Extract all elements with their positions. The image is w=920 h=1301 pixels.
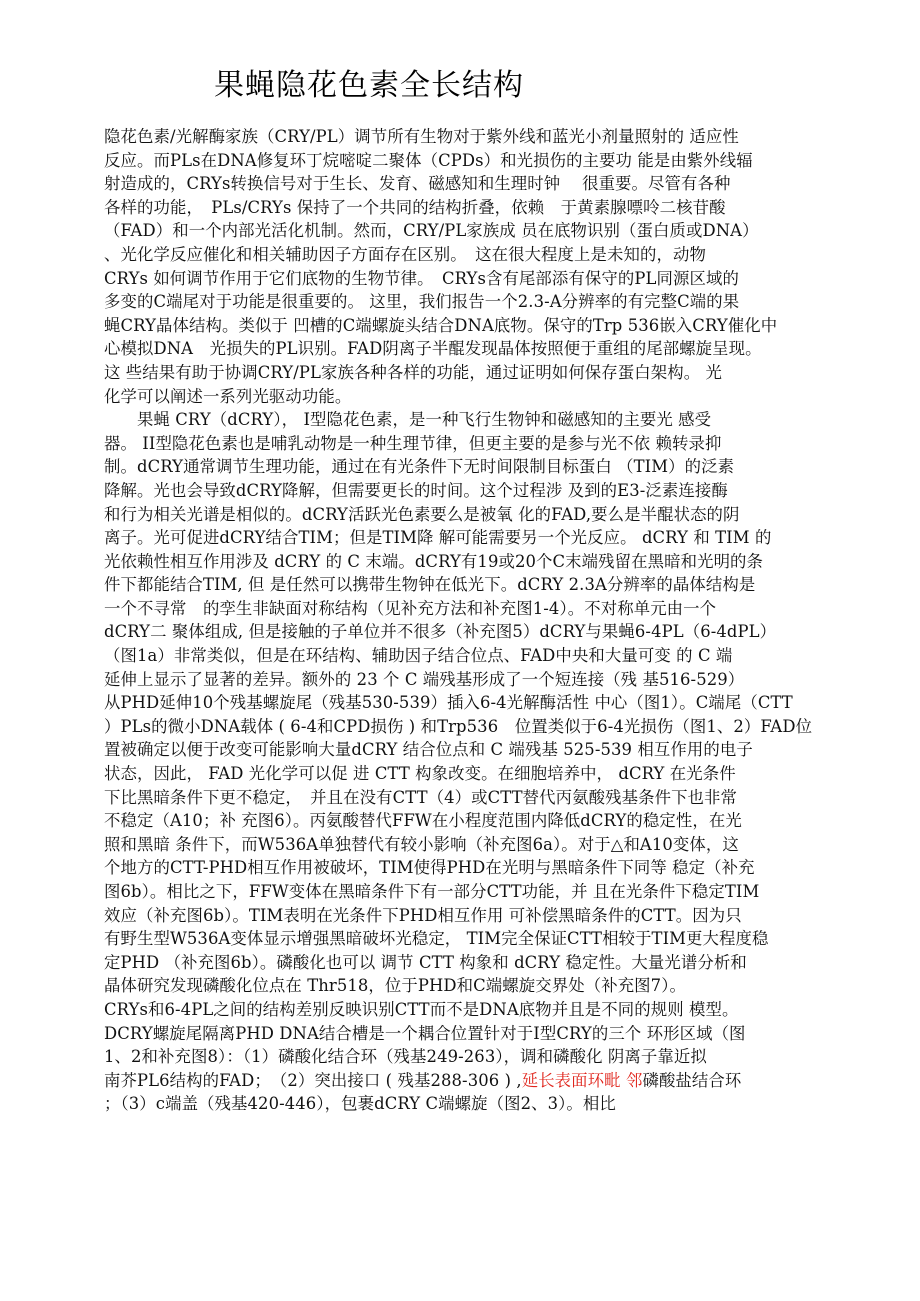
text-line: CRYs和6-4PL之间的结构差别反映识别CTT而不是DNA底物并且是不同的规则 模型。 (104, 999, 739, 1019)
text-line: 制。dCRY通常调节生理功能，通过在有光条件下无时间限制目标蛋白 （TIM）的泛素 (104, 457, 735, 477)
text-line: 化学可以阐述一系列光驱动功能。 (104, 386, 352, 406)
text-line: 有野生型W536A变体显示增强黑暗破坏光稳定， TIM完全保证CTT相较于TIM更大程度稳 (104, 929, 769, 949)
text-line: 1、2和补充图8）：（1）磷酸化结合环（残基249-263），调和磷酸化 阴离子靠近拟 (104, 1047, 707, 1067)
highlighted-text: 延长表面环毗 邻 (521, 1070, 643, 1090)
text-line: 射造成的，CRYs转换信号对于生长、发育、磁感知和生理时钟 很重要。尽管有各种 (104, 174, 731, 194)
text-line: 晶体研究发现磷酸化位点在 Thr518，位于PHD和C端螺旋交界处（补充图7）。 (104, 976, 686, 996)
document-body (104, 125, 844, 1116)
text-line: 多变的C端尾对于功能是很重要的。 这里，我们报告一个2.3-A分辨率的有完整C端的果 (104, 292, 740, 312)
text-line: 件下都能结合TIM, 但 是任然可以携带生物钟在低光下。dCRY 2.3A分辨率的晶体结构是 (104, 575, 756, 595)
text-line: 降解。光也会导致dCRY降解，但需要更长的时间。这个过程涉 及到的E3-泛素连接酶 (104, 480, 728, 500)
text-line: 定PHD （补充图6b）。磷酸化也可以 调节 CTT 构象和 dCRY 稳定性。大量光谱分析和 (104, 952, 747, 972)
text-line: 从PHD延伸10个残基螺旋尾（残基530-539）插入6-4光解酶活性 中心（图1）。C端尾（CTT (104, 693, 793, 713)
text-line: 蝇CRY晶体结构。类似于 凹槽的C端螺旋头结合DNA底物。保守的Trp 536嵌入CRY催化中 (104, 315, 778, 335)
text-line: DCRY螺旋尾隔离PHD DNA结合槽是一个耦合位置针对于I型CRY的三个 环形区域（图 (104, 1023, 746, 1043)
text-line: 和行为相关光谱是相似的。dCRY活跃光色素要么是被氧 化的FAD,要么是半醌状态的阴 (104, 504, 740, 524)
text-line: 状态，因此， FAD 光化学可以促 进 CTT 构象改变。在细胞培养中， dCRY 在光条件 (104, 764, 736, 784)
text-line: 下比黑暗条件下更不稳定， 并且在没有CTT（4）或CTT替代丙氨酸残基条件下也非常 (104, 787, 738, 807)
document-title: 果蝇隐花色素全长结构 (214, 68, 524, 103)
text-line: 离子。光可促进dCRY结合TIM；但是TIM降 解可能需要另一个光反应。 dCRY 和 TIM 的 (104, 528, 772, 548)
text-line: 效应（补充图6b）。TIM表明在光条件下PHD相互作用 可补偿黑暗条件的CTT。因为只 (104, 905, 742, 925)
text-line: ）PLs的微小DNA载体 ( 6-4和CPD损伤 ) 和Trp536 位置类似于6-4光损伤（图1、2）FAD位 (104, 716, 813, 736)
text-line: 图6b）。相比之下，FFW变体在黑暗条件下有一部分CTT功能，并 且在光条件下稳定TIM (104, 882, 760, 901)
text-line: 不稳定（A10；补 充图6）。丙氨酸替代FFW在小程度范围内降低dCRY的稳定性，在光 (104, 811, 742, 831)
text-line: 心模拟DNA 光损失的PL识别。FAD阴离子半醌发现晶体按照便于重组的尾部螺旋呈现。 (104, 339, 762, 359)
text-line: 一个不寻常 的孪生非缺面对称结构（见补充方法和补充图1-4）。不对称单元由一个 (104, 598, 717, 618)
text-line: （FAD）和一个内部光活化机制。然而，CRY/PL家族成 员在底物识别（蛋白质或DNA） (104, 221, 759, 241)
text-line: 个地方的CTT-PHD相互作用被破坏，TIM使得PHD在光明与黑暗条件下同等 稳定（补充 (104, 858, 755, 878)
text-line: 隐花色素/光解酶家族（CRY/PL）调节所有生物对于紫外线和蓝光小剂量照射的 适应性 (104, 127, 739, 146)
text-line: 照和黑暗 条件下，而W536A单独替代有较小影响（补充图6a）。对于△和A10变体，这 (104, 834, 739, 854)
text-line-with-highlight (104, 1069, 844, 1093)
text-segment: 磷酸盐结合环 (642, 1070, 742, 1090)
text-line: 这 些结果有助于协调CRY/PL家族各种各样的功能，通过证明如何保存蛋白架构。 光 (104, 362, 723, 382)
text-segment: 南芥PL6结构的FAD； （2）突出接口 ( 残基288-306 ) , (104, 1070, 522, 1090)
text-line: 置被确定以便于改变可能影响大量dCRY 结合位点和 C 端残基 525-539 相互作用的电子 (104, 740, 753, 760)
text-line: 延伸上显示了显著的差异。额外的 23 个 C 端残基形成了一个短连接（残 基516-529） (104, 669, 745, 689)
text-line-last: ；（3）c端盖（残基420-446），包裹dCRY C端螺旋（图2、3）。相比 (104, 1094, 616, 1114)
text-line: 、光化学反应催化和相关辅助因子方面存在区别。 这在很大程度上是未知的，动物 (104, 244, 706, 264)
text-line: （图1a）非常类似，但是在环结构、辅助因子结合位点、FAD中央和大量可变 的 C 端 (104, 646, 733, 666)
text-line: 光依赖性相互作用涉及 dCRY 的 C 末端。dCRY有19或20个C末端残留在黑暗和光明的条 (104, 551, 764, 571)
text-line: 各样的功能， PLs/CRYs 保持了一个共同的结构折叠，依赖 于黄素腺嘌呤二核苷酸 (104, 197, 726, 217)
text-line: dCRY二 聚体组成, 但是接触的子单位并不很多（补充图5）dCRY与果蝇6-4PL（6-4dPL） (104, 622, 777, 642)
text-line: 反应。而PLs在DNA修复环丁烷嘧啶二聚体（CPDs）和光损伤的主要功 能是由紫外线辐 (104, 150, 753, 170)
text-line: 果蝇 CRY（dCRY）， I型隐花色素，是一种飞行生物钟和磁感知的主要光 感受 (104, 410, 712, 430)
text-line: 器。 II型隐花色素也是哺乳动物是一种生理节律，但更主要的是参与光不依 赖转录抑 (104, 433, 722, 453)
text-line: CRYs 如何调节作用于它们底物的生物节律。 CRYs含有尾部添有保守的PL同源区域的 (104, 268, 739, 288)
